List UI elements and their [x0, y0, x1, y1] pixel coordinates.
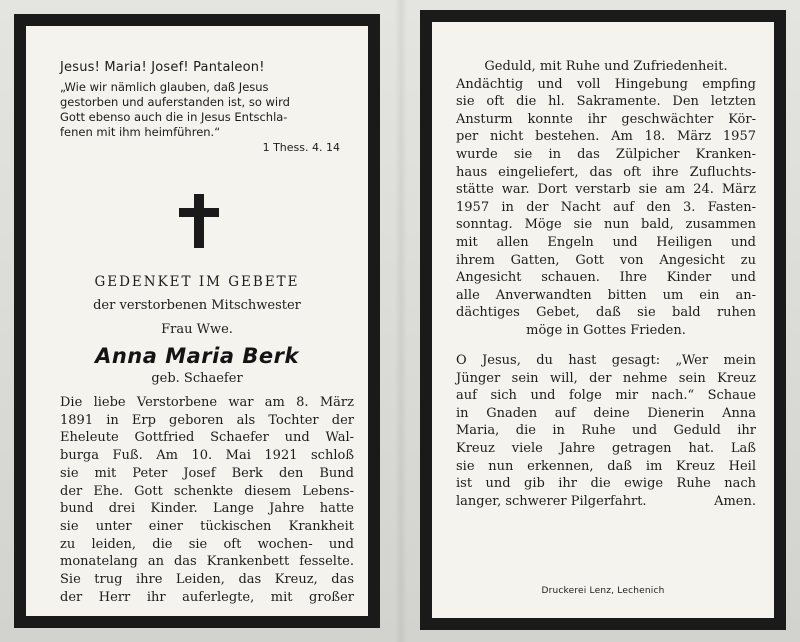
text-line: Geduld, mit Ruhe und Zufriedenheit. [484, 59, 728, 74]
text-line: ihrem Gatten, Gott von Angesicht zu [456, 252, 756, 268]
deceased-name: Anna Maria Berk [95, 344, 299, 368]
bio-line: sie unter einer tückischen Krankheit [60, 518, 354, 534]
heading: GEDENKET IM GEBETE [94, 274, 300, 290]
text-line: in Gnaden auf deine Dienerin Anna [456, 405, 756, 421]
bible-verse [60, 80, 350, 140]
title-prefix: Frau Wwe. [161, 322, 233, 337]
text-line: Angesicht schauen. Ihre Kinder und [456, 270, 756, 286]
text-line: sonntag. Möge sie nun bald, zusammen [456, 217, 756, 233]
cross-icon [179, 194, 219, 248]
text-line: alle Anverwandten bitten um ein an- [456, 287, 756, 303]
text-line: wurde sie in das Zülpicher Kranken- [456, 146, 756, 162]
text-line: dächtiges Gebet, daß sie bald ruhen [456, 305, 756, 321]
text-line: O Jesus, du hast gesagt: „Wer mein [456, 353, 756, 368]
verse-line: „Wie wir nämlich glauben, daß Jesus [60, 80, 269, 94]
bio-line: bund drei Kinder. Lange Jahre hatte [60, 501, 354, 517]
paragraph-prayer [456, 352, 756, 510]
verse-line: Gott ebenso auch die in Jesus Entschla- [60, 110, 288, 124]
text-line: per nicht bestehen. Am 18. März 1957 [456, 129, 756, 145]
text-line: 1957 in der Nacht auf den 3. Fasten- [456, 199, 756, 215]
bio-line: Die liebe Verstorbene war am 8. März [60, 395, 354, 410]
verse-line: fenen mit ihm heimführen.“ [60, 125, 221, 139]
text-line: Maria, die in Ruhe und Geduld ihr [456, 423, 756, 439]
verse-reference: 1 Thess. 4. 14 [262, 141, 340, 154]
text-line: mit allen Engeln und Heiligen und [456, 234, 756, 250]
verse-line: gestorben und auferstanden ist, so wird [60, 95, 290, 109]
left-card-paper [26, 26, 368, 616]
text-line: Kreuz viele Jahre getragen hat. Laß [456, 440, 756, 456]
text-line: ist und gib ihr die ewige Ruhe nach [456, 476, 756, 492]
right-card-border [420, 10, 786, 630]
bio-line: zu leiden, die sie oft wochen- und [60, 536, 354, 552]
text-line: Ansturm konnte ihr geschwächter Kör- [456, 111, 756, 127]
biography [60, 394, 354, 606]
bio-line: der Ehe. Gott schenkte diesem Lebens- [60, 483, 354, 499]
bio-line: 1891 in Erp geboren als Tochter der [60, 412, 354, 428]
text-line: sie nun erkennen, daß im Kreuz Heil [456, 458, 756, 474]
closing-text: langer, schwerer Pilgerfahrt. [456, 493, 647, 509]
text-line: möge in Gottes Frieden. [526, 322, 686, 338]
invocation: Jesus! Maria! Josef! Pantaleon! [60, 60, 265, 75]
subheading: der verstorbenen Mitschwester [93, 298, 301, 313]
bio-line: Eheleute Gottfried Schaefer und Wal- [60, 430, 354, 446]
right-card-paper [432, 22, 774, 618]
fold-crease [395, 0, 407, 642]
paragraph-life [456, 58, 756, 340]
text-line: stätte war. Dort verstarb sie am 24. März [456, 182, 756, 198]
text-line: auf sich und folge mir nach.“ Schaue [456, 388, 756, 404]
bio-line: der Herr ihr auferlegte, mit großer [60, 589, 354, 605]
bio-line: burga Fuß. Am 10. Mai 1921 schloß [60, 448, 354, 464]
amen: Amen. [714, 493, 756, 509]
bio-line: Sie trug ihre Leiden, das Kreuz, das [60, 572, 354, 588]
bio-line: sie mit Peter Josef Berk den Bund [60, 465, 354, 481]
text-line: Andächtig und voll Hingebung empfing [456, 76, 756, 92]
text-line: sie oft die hl. Sakramente. Den letzten [456, 94, 756, 110]
closing-line [456, 493, 756, 511]
bio-line: monatelang an das Krankenbett fesselte. [60, 554, 354, 570]
left-card-border [14, 14, 380, 628]
text-line: Jünger sein will, der nehme sein Kreuz [456, 370, 756, 386]
text-line: haus eingeliefert, das oft ihre Zufluchts- [456, 164, 756, 180]
maiden-name: geb. Schaefer [151, 371, 243, 386]
printer-imprint: Druckerei Lenz, Lechenich [541, 586, 665, 596]
